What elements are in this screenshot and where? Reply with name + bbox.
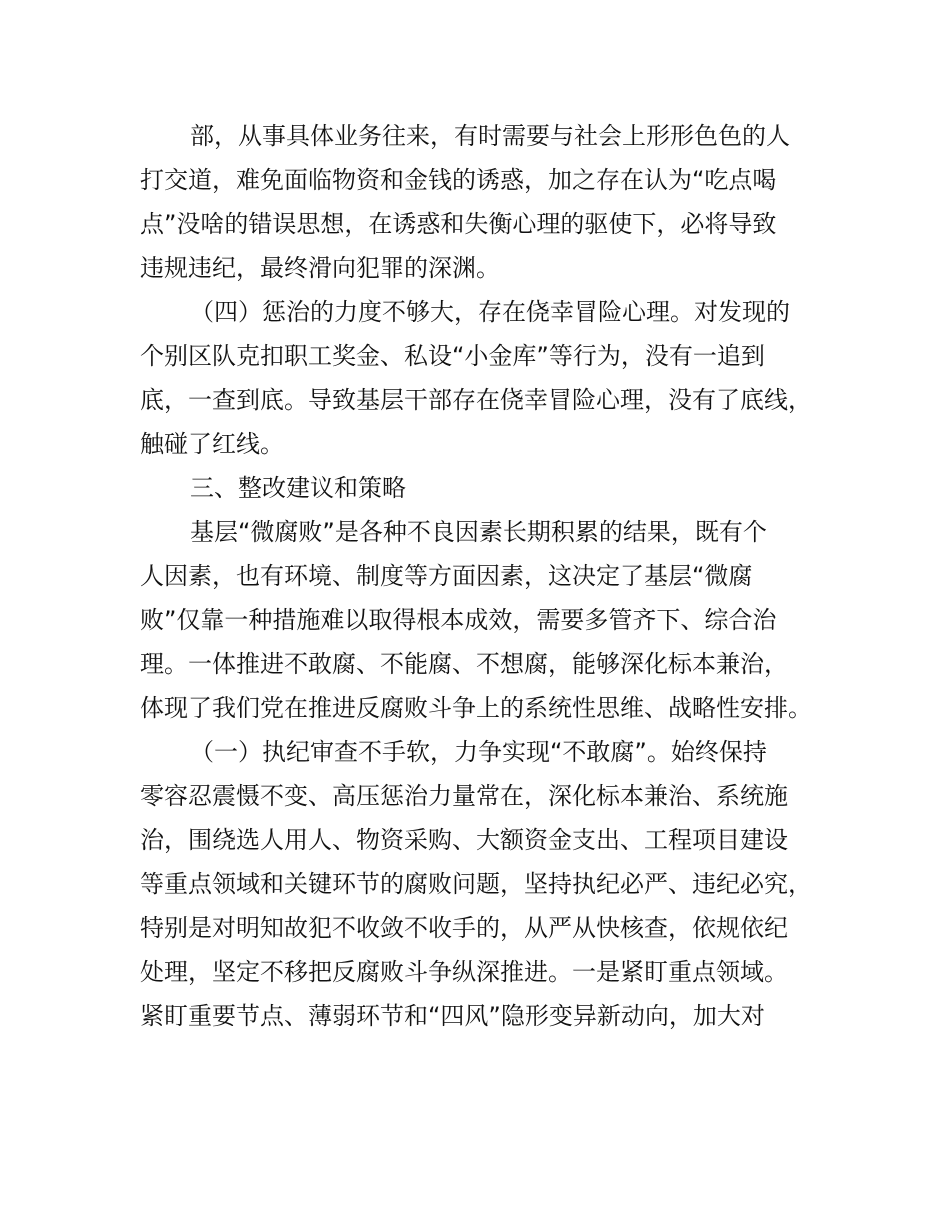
text-line: 基层“微腐败”是各种不良因素长期积累的结果，既有个 <box>190 518 767 546</box>
paragraph-heading: （四）惩治的力度不够大，存在侥幸冒险心理。对发现的 <box>190 298 790 326</box>
paragraph-heading: （一）执纪审查不手软，力争实现“不敢腐”。始终保持 <box>190 738 767 766</box>
text-line: 点”没啥的错误思想，在诱惑和失衡心理的驱使下，必将导致 <box>140 210 777 238</box>
text-line: 人因素，也有环境、制度等方面因素，这决定了基层“微腐 <box>140 562 753 590</box>
text-line: 理。一体推进不敢腐、不能腐、不想腐，能够深化标本兼治， <box>140 650 788 678</box>
text-line: 打交道，难免面临物资和金钱的诱惑，加之存在认为“吃点喝 <box>140 166 777 194</box>
text-line: 部，从事具体业务往来，有时需要与社会上形形色色的人 <box>190 122 790 150</box>
text-line: 触碰了红线。 <box>140 430 284 458</box>
text-line: 败”仅靠一种措施难以取得根本成效，需要多管齐下、综合治 <box>140 606 777 634</box>
text-line: 底，一查到底。导致基层干部存在侥幸冒险心理，没有了底线， <box>140 386 812 414</box>
text-line: 违规违纪，最终滑向犯罪的深渊。 <box>140 254 500 282</box>
text-line: 体现了我们党在推进反腐败斗争上的系统性思维、战略性安排。 <box>140 694 812 722</box>
text-line: 零容忍震慑不变、高压惩治力量常在，深化标本兼治、系统施 <box>140 782 788 810</box>
text-line: 治，围绕选人用人、物资采购、大额资金支出、工程项目建设 <box>140 826 788 854</box>
text-line: 特别是对明知故犯不收敛不收手的，从严从快核查，依规依纪 <box>140 914 788 942</box>
text-line: 处理，坚定不移把反腐败斗争纵深推进。一是紧盯重点领域。 <box>140 958 788 986</box>
document-body <box>140 114 840 1038</box>
text-line: 紧盯重要节点、薄弱环节和“四风”隐形变异新动向，加大对 <box>140 1002 765 1030</box>
text-line: 个别区队克扣职工奖金、私设“小金库”等行为，没有一追到 <box>140 342 765 370</box>
section-heading: 三、整改建议和策略 <box>190 474 406 502</box>
text-line: 等重点领域和关键环节的腐败问题，坚持执纪必严、违纪必究， <box>140 870 812 898</box>
